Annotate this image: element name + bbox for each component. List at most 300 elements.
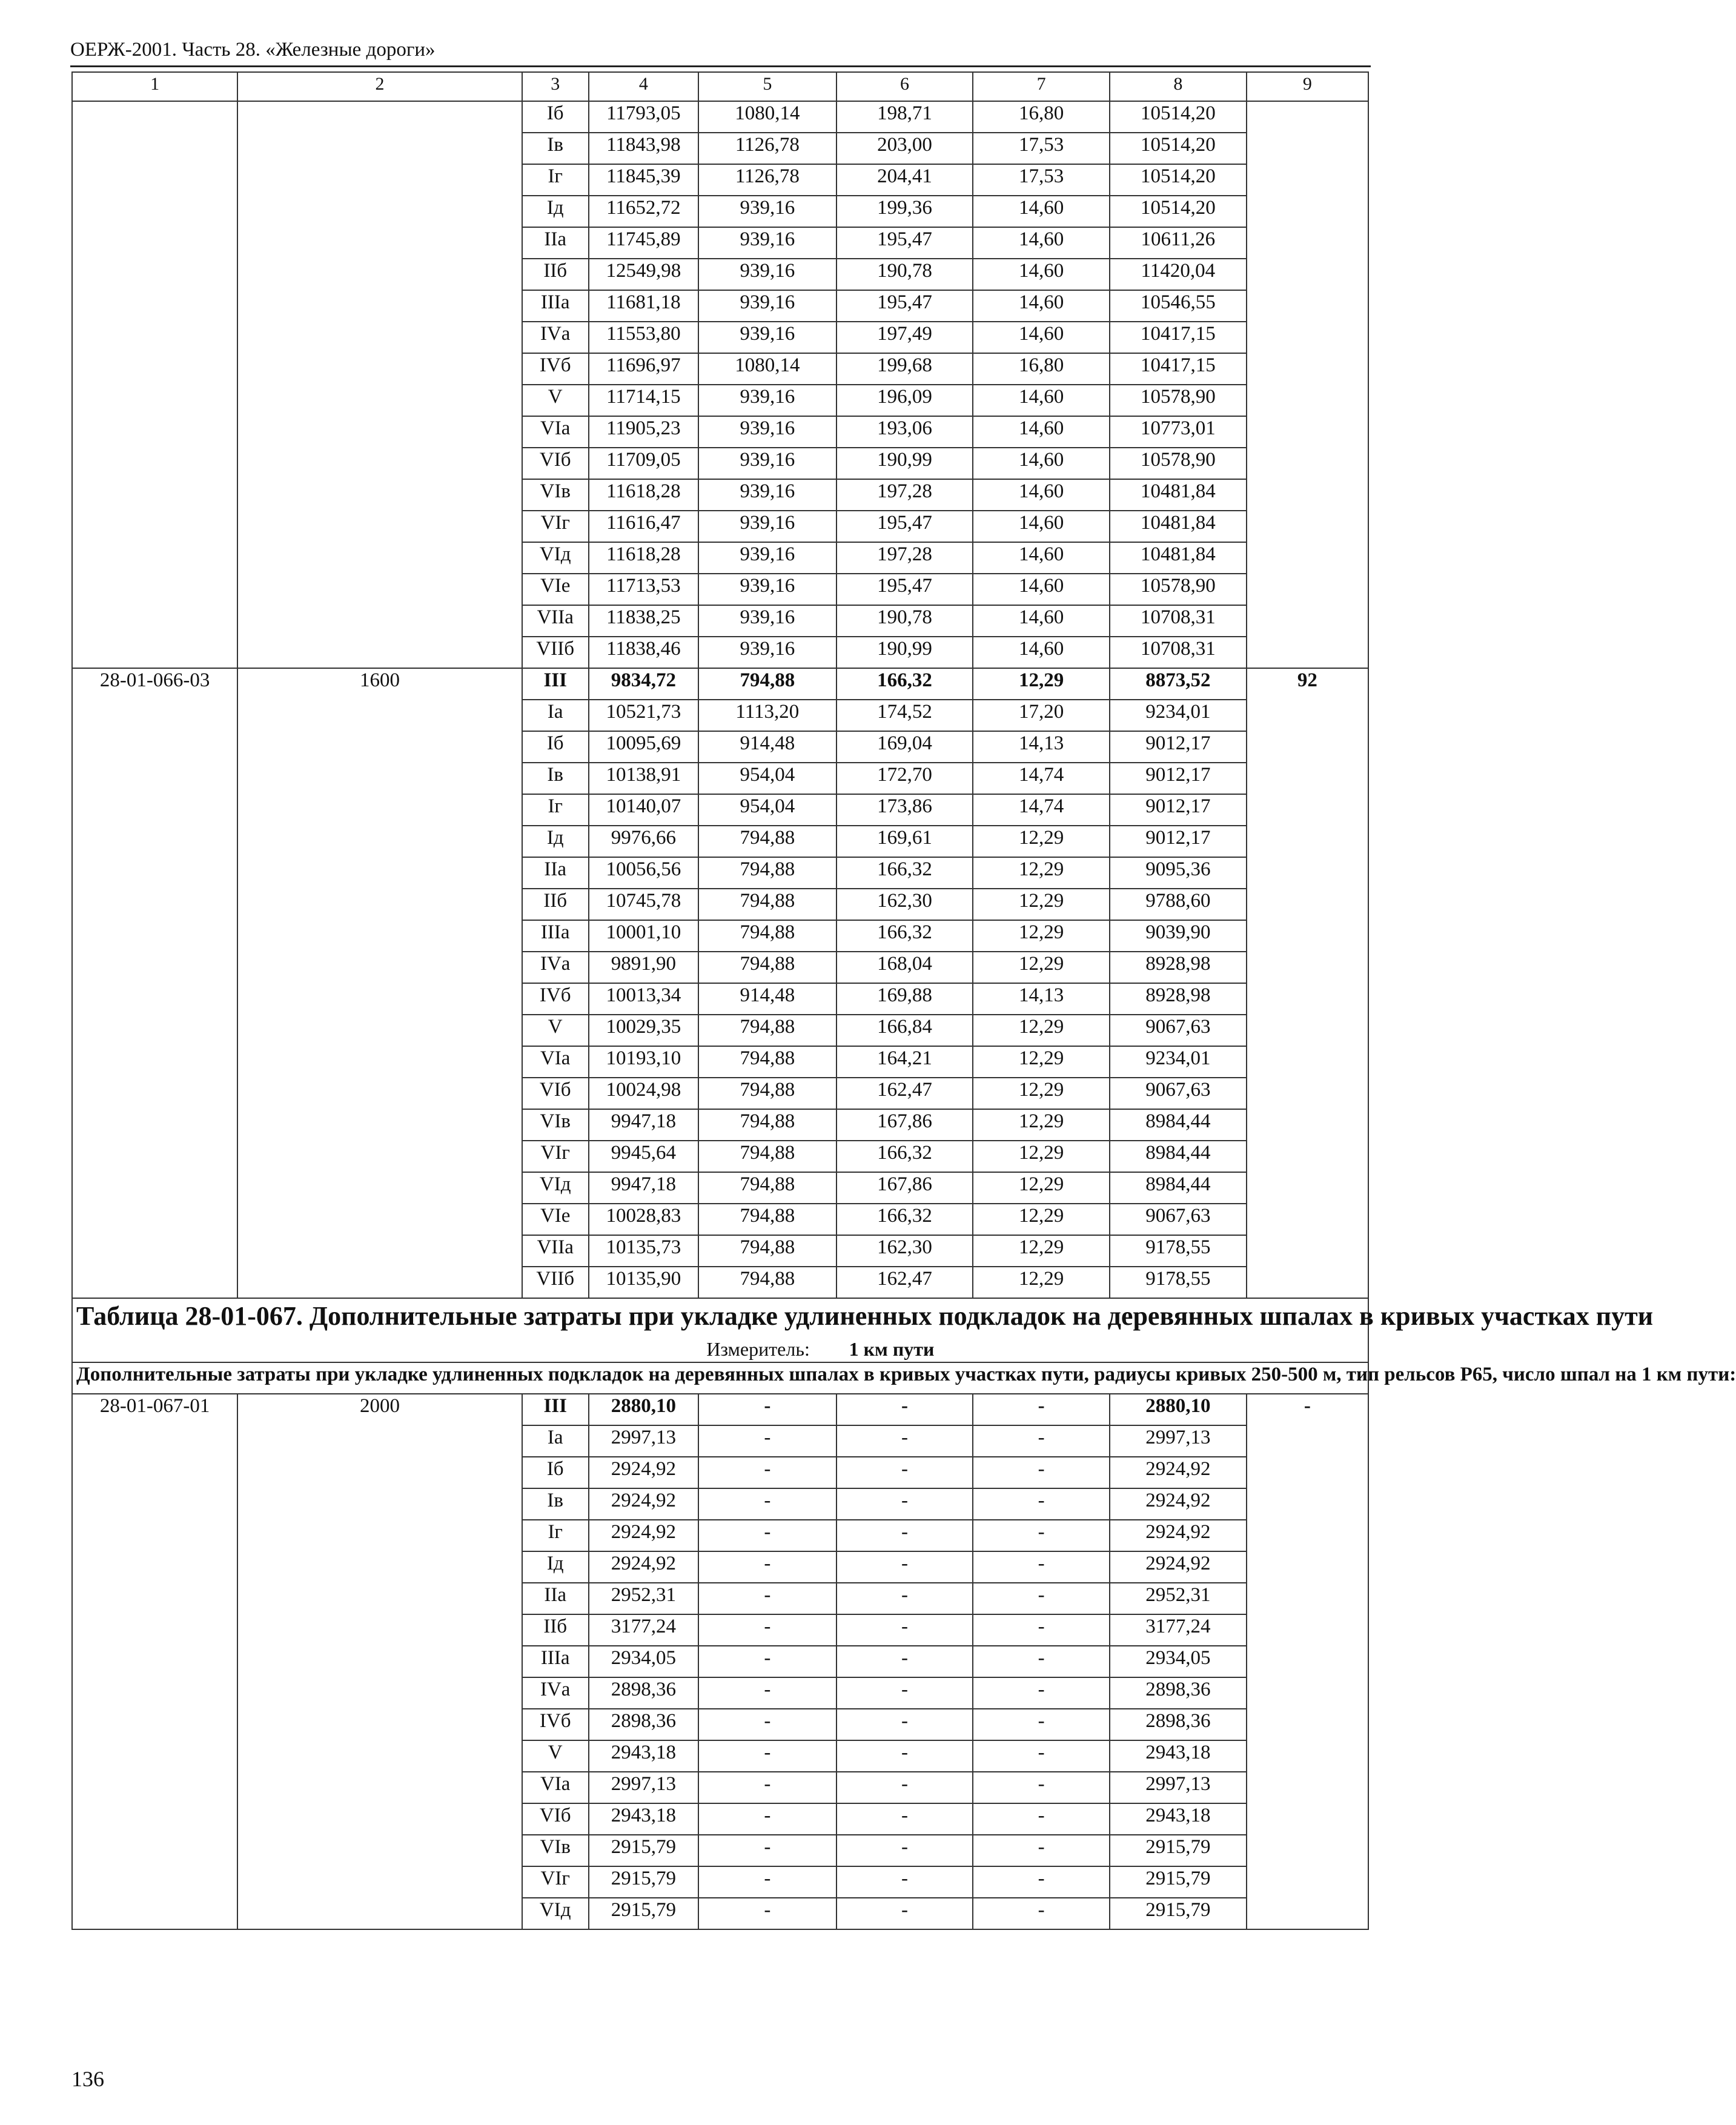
cost-value: - — [837, 1488, 973, 1520]
column-9-value — [1247, 889, 1368, 920]
cost-value: 197,49 — [837, 322, 973, 353]
cost-value: 10514,20 — [1110, 101, 1247, 133]
rate-name — [237, 1267, 522, 1298]
territory-zone: VIг — [522, 511, 589, 542]
column-9-value — [1247, 857, 1368, 889]
cost-value: - — [973, 1740, 1110, 1772]
cost-value: 10481,84 — [1110, 479, 1247, 511]
territory-zone: VIб — [522, 1803, 589, 1835]
cost-value: 939,16 — [698, 479, 837, 511]
cost-value: 12,29 — [973, 1109, 1110, 1141]
cost-value: 162,47 — [837, 1078, 973, 1109]
cost-value: 10095,69 — [589, 731, 698, 763]
table-row — [72, 1078, 1368, 1109]
territory-zone: IIб — [522, 259, 589, 290]
rate-code — [72, 1172, 237, 1204]
territory-zone: IIб — [522, 889, 589, 920]
territory-zone: Iд — [522, 196, 589, 227]
column-9-value — [1247, 700, 1368, 731]
cost-value: 939,16 — [698, 227, 837, 259]
cost-value: 166,32 — [837, 668, 973, 700]
rate-name — [237, 1141, 522, 1172]
cost-value: 173,86 — [837, 794, 973, 826]
table-row — [72, 1109, 1368, 1141]
cost-value: - — [698, 1772, 837, 1803]
rate-name — [237, 700, 522, 731]
rate-code — [72, 1425, 237, 1457]
cost-value: 10514,20 — [1110, 133, 1247, 164]
table-row — [72, 794, 1368, 826]
rate-name — [237, 1709, 522, 1740]
table-row — [72, 1488, 1368, 1520]
column-9-value — [1247, 1046, 1368, 1078]
territory-zone: VIв — [522, 479, 589, 511]
territory-zone: IVб — [522, 983, 589, 1015]
cost-value: 10140,07 — [589, 794, 698, 826]
rate-name — [237, 1677, 522, 1709]
rate-code — [72, 542, 237, 574]
cost-value: - — [837, 1457, 973, 1488]
column-number: 9 — [1247, 72, 1368, 101]
rate-name — [237, 826, 522, 857]
cost-value: 9178,55 — [1110, 1235, 1247, 1267]
cost-value: 939,16 — [698, 574, 837, 605]
cost-value: 939,16 — [698, 385, 837, 416]
rate-name — [237, 920, 522, 952]
rate-name — [237, 1015, 522, 1046]
column-9-value — [1247, 983, 1368, 1015]
table-row — [72, 290, 1368, 322]
table-row — [72, 196, 1368, 227]
cost-value: 2880,10 — [1110, 1394, 1247, 1425]
cost-value: 166,32 — [837, 857, 973, 889]
rate-code — [72, 1677, 237, 1709]
cost-value: 196,09 — [837, 385, 973, 416]
rate-name — [237, 196, 522, 227]
territory-zone: VIд — [522, 1898, 589, 1929]
cost-value: - — [837, 1709, 973, 1740]
cost-value: 794,88 — [698, 889, 837, 920]
rate-code — [72, 952, 237, 983]
cost-value: 2952,31 — [1110, 1583, 1247, 1614]
cost-value: 11681,18 — [589, 290, 698, 322]
cost-value: 2997,13 — [589, 1772, 698, 1803]
cost-value: 2997,13 — [1110, 1425, 1247, 1457]
cost-value: 10708,31 — [1110, 637, 1247, 668]
column-9-value: 92 — [1247, 668, 1368, 700]
cost-value: - — [698, 1803, 837, 1835]
cost-value: 9834,72 — [589, 668, 698, 700]
column-9-value — [1247, 1015, 1368, 1046]
cost-value: 9788,60 — [1110, 889, 1247, 920]
cost-value: 2924,92 — [589, 1457, 698, 1488]
column-9-value — [1247, 1204, 1368, 1235]
cost-value: - — [837, 1551, 973, 1583]
column-9-value — [1247, 353, 1368, 385]
table-row — [72, 133, 1368, 164]
column-9-value — [1247, 1488, 1368, 1520]
cost-value: 9095,36 — [1110, 857, 1247, 889]
rate-code — [72, 1583, 237, 1614]
rate-code — [72, 322, 237, 353]
cost-value: 9012,17 — [1110, 731, 1247, 763]
cost-value: 8928,98 — [1110, 952, 1247, 983]
column-9-value — [1247, 605, 1368, 637]
table-row — [72, 1677, 1368, 1709]
rate-name — [237, 416, 522, 448]
rate-name — [237, 1204, 522, 1235]
cost-value: 794,88 — [698, 1204, 837, 1235]
rate-name — [237, 731, 522, 763]
table-row — [72, 259, 1368, 290]
cost-value: - — [698, 1835, 837, 1866]
rate-code — [72, 1457, 237, 1488]
territory-zone: IIа — [522, 1583, 589, 1614]
cost-value: 14,60 — [973, 196, 1110, 227]
rate-name — [237, 1488, 522, 1520]
rate-name — [237, 1772, 522, 1803]
cost-value: 197,28 — [837, 479, 973, 511]
cost-value: - — [698, 1677, 837, 1709]
column-9-value — [1247, 1141, 1368, 1172]
cost-value: 10013,34 — [589, 983, 698, 1015]
cost-value: 794,88 — [698, 1046, 837, 1078]
table-row — [72, 353, 1368, 385]
cost-value: 9178,55 — [1110, 1267, 1247, 1298]
cost-value: 11709,05 — [589, 448, 698, 479]
table-row — [72, 479, 1368, 511]
cost-value: 794,88 — [698, 857, 837, 889]
column-9-value — [1247, 1235, 1368, 1267]
territory-zone: VIв — [522, 1835, 589, 1866]
cost-value: 12,29 — [973, 1078, 1110, 1109]
cost-value: 2915,79 — [1110, 1898, 1247, 1929]
table-row — [72, 1866, 1368, 1898]
cost-value: 12,29 — [973, 1172, 1110, 1204]
territory-zone: IIб — [522, 1614, 589, 1646]
cost-value: 195,47 — [837, 511, 973, 542]
table-row — [72, 1803, 1368, 1835]
cost-value: 794,88 — [698, 826, 837, 857]
cost-value: 10481,84 — [1110, 511, 1247, 542]
cost-value: 197,28 — [837, 542, 973, 574]
territory-zone: VIIб — [522, 1267, 589, 1298]
cost-value: 2924,92 — [1110, 1520, 1247, 1551]
cost-value: 169,88 — [837, 983, 973, 1015]
cost-value: - — [973, 1551, 1110, 1583]
cost-value: - — [973, 1394, 1110, 1425]
cost-value: 203,00 — [837, 133, 973, 164]
column-9-value — [1247, 542, 1368, 574]
cost-value: 10024,98 — [589, 1078, 698, 1109]
rate-name — [237, 133, 522, 164]
rate-code — [72, 731, 237, 763]
column-9-value — [1247, 1583, 1368, 1614]
cost-value: 11845,39 — [589, 164, 698, 196]
table-description-row — [72, 1362, 1368, 1394]
territory-zone: VIIа — [522, 605, 589, 637]
cost-value: 12,29 — [973, 1015, 1110, 1046]
rate-code — [72, 353, 237, 385]
cost-value: 190,99 — [837, 448, 973, 479]
cost-value: 12,29 — [973, 826, 1110, 857]
cost-value: - — [837, 1646, 973, 1677]
rates-table-body — [72, 72, 1736, 1929]
table-row — [72, 1046, 1368, 1078]
rate-code — [72, 1740, 237, 1772]
cost-value: 2924,92 — [1110, 1551, 1247, 1583]
cost-value: - — [973, 1898, 1110, 1929]
table-row — [72, 1457, 1368, 1488]
cost-value: 794,88 — [698, 1141, 837, 1172]
territory-zone: Iб — [522, 731, 589, 763]
table-title-cell — [72, 1298, 1654, 1362]
territory-zone: VIа — [522, 1772, 589, 1803]
cost-value: - — [698, 1488, 837, 1520]
territory-zone: IVб — [522, 353, 589, 385]
rate-code — [72, 511, 237, 542]
column-9-value — [1247, 259, 1368, 290]
territory-zone: IIIа — [522, 1646, 589, 1677]
cost-value: 10417,15 — [1110, 322, 1247, 353]
rate-code — [72, 1046, 237, 1078]
cost-value: 14,60 — [973, 416, 1110, 448]
cost-value: 9976,66 — [589, 826, 698, 857]
cost-value: 9945,64 — [589, 1141, 698, 1172]
column-number: 1 — [72, 72, 237, 101]
cost-value: 199,36 — [837, 196, 973, 227]
cost-value: 2915,79 — [1110, 1866, 1247, 1898]
column-number-row — [72, 72, 1368, 101]
column-9-value — [1247, 826, 1368, 857]
column-9-value — [1247, 1551, 1368, 1583]
cost-value: 8873,52 — [1110, 668, 1247, 700]
territory-zone: Iв — [522, 133, 589, 164]
cost-value: 11618,28 — [589, 542, 698, 574]
cost-value: 939,16 — [698, 542, 837, 574]
column-9-value: - — [1247, 1394, 1368, 1425]
cost-value: 2934,05 — [589, 1646, 698, 1677]
cost-value: 11843,98 — [589, 133, 698, 164]
cost-value: - — [837, 1772, 973, 1803]
cost-value: - — [698, 1614, 837, 1646]
cost-value: 12,29 — [973, 857, 1110, 889]
measurement-unit — [76, 1336, 1364, 1362]
territory-zone: IVб — [522, 1709, 589, 1740]
cost-value: 11793,05 — [589, 101, 698, 133]
cost-value: - — [698, 1425, 837, 1457]
rate-code — [72, 290, 237, 322]
cost-value: 2898,36 — [1110, 1677, 1247, 1709]
column-number: 6 — [837, 72, 973, 101]
rate-code — [72, 196, 237, 227]
column-9-value — [1247, 101, 1368, 133]
cost-value: 2943,18 — [1110, 1740, 1247, 1772]
cost-value: 166,32 — [837, 920, 973, 952]
cost-value: 11713,53 — [589, 574, 698, 605]
rate-name — [237, 637, 522, 668]
cost-value: 2997,13 — [1110, 1772, 1247, 1803]
column-9-value — [1247, 1772, 1368, 1803]
cost-value: 193,06 — [837, 416, 973, 448]
territory-zone: III — [522, 668, 589, 700]
rate-name — [237, 290, 522, 322]
cost-value: 166,32 — [837, 1204, 973, 1235]
page-number: 136 — [71, 2067, 104, 2091]
cost-value: 14,60 — [973, 322, 1110, 353]
territory-zone: IVа — [522, 1677, 589, 1709]
cost-value: 14,60 — [973, 542, 1110, 574]
cost-value: 2943,18 — [1110, 1803, 1247, 1835]
column-number: 3 — [522, 72, 589, 101]
cost-value: 3177,24 — [1110, 1614, 1247, 1646]
rate-name — [237, 1172, 522, 1204]
rate-code — [72, 1614, 237, 1646]
rate-code — [72, 1015, 237, 1046]
cost-value: 939,16 — [698, 448, 837, 479]
rate-code — [72, 889, 237, 920]
cost-value: - — [837, 1520, 973, 1551]
cost-value: 794,88 — [698, 1172, 837, 1204]
rate-name — [237, 1740, 522, 1772]
cost-value: 14,60 — [973, 290, 1110, 322]
cost-value: 14,60 — [973, 227, 1110, 259]
cost-value: 10481,84 — [1110, 542, 1247, 574]
rate-name — [237, 1235, 522, 1267]
column-9-value — [1247, 196, 1368, 227]
rate-code: 28-01-067-01 — [72, 1394, 237, 1425]
territory-zone: VIа — [522, 1046, 589, 1078]
rate-code — [72, 920, 237, 952]
cost-value: 12,29 — [973, 1204, 1110, 1235]
rate-code — [72, 1267, 237, 1298]
cost-value: 195,47 — [837, 290, 973, 322]
rate-name — [237, 448, 522, 479]
cost-value: 2997,13 — [589, 1425, 698, 1457]
cost-value: 939,16 — [698, 259, 837, 290]
cost-value: 166,32 — [837, 1141, 973, 1172]
cost-value: 16,80 — [973, 353, 1110, 385]
table-row — [72, 763, 1368, 794]
territory-zone: Iг — [522, 164, 589, 196]
cost-value: 162,30 — [837, 889, 973, 920]
cost-value: 939,16 — [698, 416, 837, 448]
cost-value: - — [973, 1866, 1110, 1898]
territory-zone: VIб — [522, 448, 589, 479]
table-row — [72, 1898, 1368, 1929]
cost-value: 10135,73 — [589, 1235, 698, 1267]
column-9-value — [1247, 1078, 1368, 1109]
cost-value: 954,04 — [698, 794, 837, 826]
column-9-value — [1247, 920, 1368, 952]
rate-code — [72, 826, 237, 857]
cost-value: 168,04 — [837, 952, 973, 983]
rate-name — [237, 605, 522, 637]
cost-value: 12,29 — [973, 1141, 1110, 1172]
cost-value: 11838,25 — [589, 605, 698, 637]
column-9-value — [1247, 1172, 1368, 1204]
cost-value: 954,04 — [698, 763, 837, 794]
rate-code — [72, 857, 237, 889]
page-header-title: ОЕРЖ-2001. Часть 28. «Железные дороги» — [70, 39, 436, 61]
table-row — [72, 1204, 1368, 1235]
table-row — [72, 1583, 1368, 1614]
territory-zone: V — [522, 385, 589, 416]
cost-value: 10578,90 — [1110, 448, 1247, 479]
cost-value: 11652,72 — [589, 196, 698, 227]
table-title: Таблица 28-01-067. Дополнительные затраты при укладке удлиненных подкладок на деревянных шпалах в кривых участках пути — [76, 1301, 1654, 1331]
cost-value: - — [973, 1520, 1110, 1551]
rate-name — [237, 479, 522, 511]
cost-value: - — [698, 1866, 837, 1898]
cost-value: 14,60 — [973, 385, 1110, 416]
territory-zone: Iб — [522, 1457, 589, 1488]
cost-value: 9039,90 — [1110, 920, 1247, 952]
rate-code — [72, 1835, 237, 1866]
rate-name — [237, 574, 522, 605]
cost-value: 9067,63 — [1110, 1204, 1247, 1235]
cost-value: - — [698, 1740, 837, 1772]
rate-code — [72, 164, 237, 196]
table-row — [72, 1015, 1368, 1046]
rate-name — [237, 164, 522, 196]
rate-name — [237, 857, 522, 889]
cost-value: 2898,36 — [589, 1677, 698, 1709]
column-number: 2 — [237, 72, 522, 101]
rate-name — [237, 794, 522, 826]
rate-code — [72, 574, 237, 605]
rate-code — [72, 983, 237, 1015]
cost-value: 162,47 — [837, 1267, 973, 1298]
column-9-value — [1247, 1740, 1368, 1772]
rate-name — [237, 1835, 522, 1866]
rate-code — [72, 1520, 237, 1551]
cost-value: 16,80 — [973, 101, 1110, 133]
cost-value: 190,99 — [837, 637, 973, 668]
table-row — [72, 1425, 1368, 1457]
territory-zone: Iв — [522, 763, 589, 794]
cost-value: 204,41 — [837, 164, 973, 196]
measurement-unit-value: 1 км пути — [849, 1338, 935, 1360]
cost-value: 167,86 — [837, 1172, 973, 1204]
rate-name — [237, 1551, 522, 1583]
cost-value: 2924,92 — [589, 1520, 698, 1551]
table-row — [72, 322, 1368, 353]
column-number: 5 — [698, 72, 837, 101]
cost-value: 195,47 — [837, 574, 973, 605]
cost-value: - — [698, 1457, 837, 1488]
cost-value: 2924,92 — [589, 1488, 698, 1520]
cost-value: 1113,20 — [698, 700, 837, 731]
cost-value: 2952,31 — [589, 1583, 698, 1614]
cost-value: 794,88 — [698, 952, 837, 983]
cost-value: 14,74 — [973, 763, 1110, 794]
rate-name — [237, 1803, 522, 1835]
cost-value: - — [837, 1835, 973, 1866]
rate-name: 1600 — [237, 668, 522, 700]
cost-value: - — [837, 1583, 973, 1614]
table-row — [72, 1551, 1368, 1583]
rate-code — [72, 101, 237, 133]
cost-value: 10773,01 — [1110, 416, 1247, 448]
rates-table — [71, 71, 1736, 1930]
cost-value: 11838,46 — [589, 637, 698, 668]
cost-value: 11420,04 — [1110, 259, 1247, 290]
cost-value: 14,60 — [973, 605, 1110, 637]
cost-value: 199,68 — [837, 353, 973, 385]
cost-value: 162,30 — [837, 1235, 973, 1267]
territory-zone: VIг — [522, 1141, 589, 1172]
